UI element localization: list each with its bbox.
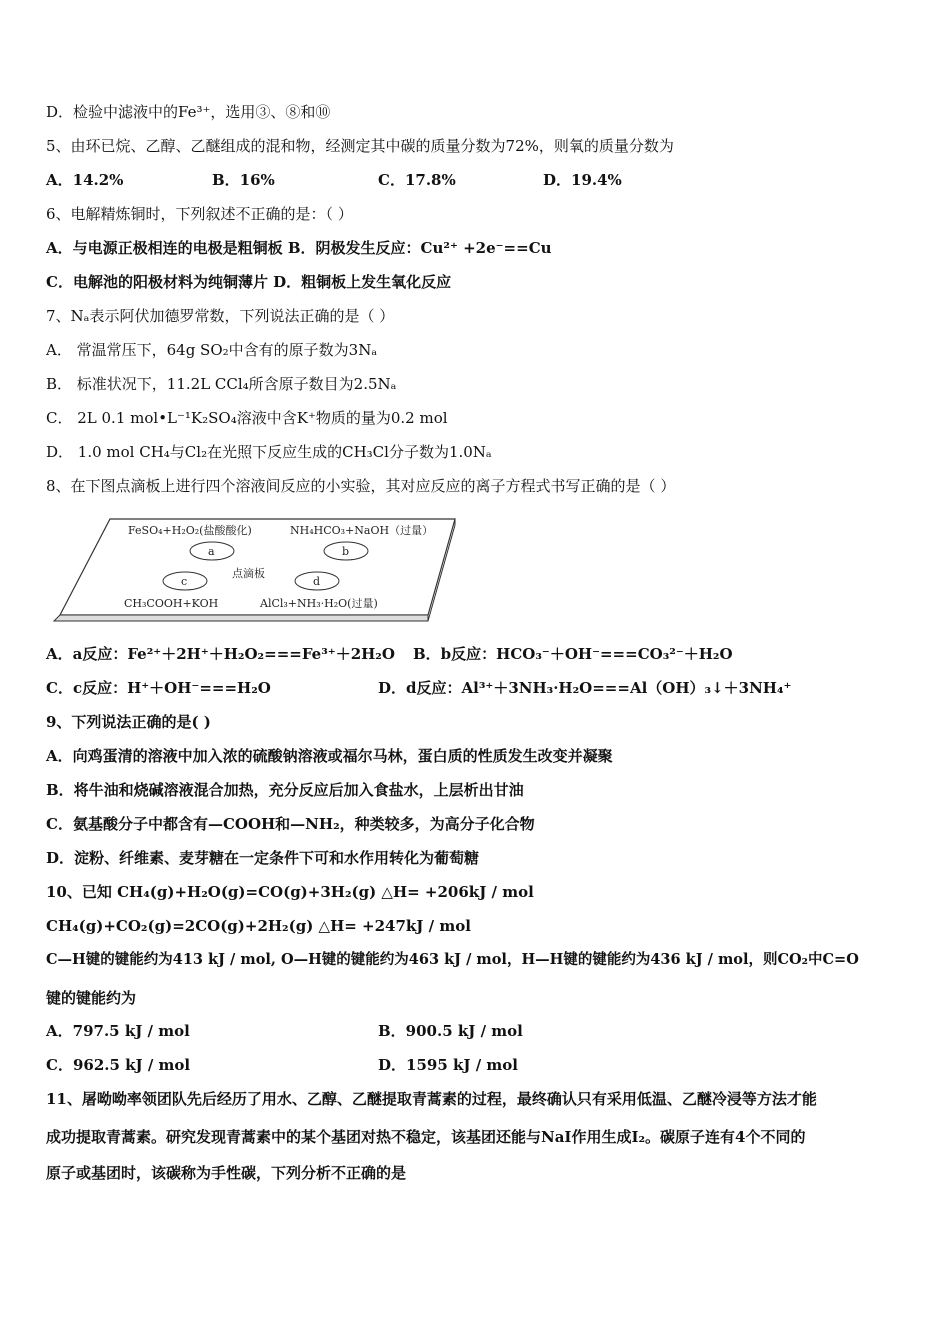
q9-option-d: D．淀粉、纤维素、麦芽糖在一定条件下可和水作用转化为葡萄糖 xyxy=(46,849,480,867)
question-10-eq2: CH₄(g)+CO₂(g)=2CO(g)+2H₂(g) △H= +247kJ / mol xyxy=(46,917,471,935)
q5-option-a: A．14.2% xyxy=(46,171,124,189)
q10-option-a: A．797.5 kJ / mol xyxy=(46,1022,190,1040)
label-top-right: NH₄HCO₃+NaOH（过量） xyxy=(290,524,434,537)
q7-option-a: A． 常温常压下，64g SO₂中含有的原子数为3Nₐ xyxy=(46,341,378,359)
question-6: 6、电解精炼铜时，下列叙述不正确的是：（ ） xyxy=(46,205,353,223)
question-11-line1: 11、屠呦呦率领团队先后经历了用水、乙醇、乙醚提取青蒿素的过程，最终确认只有采用低温、乙醚冷浸等方法才能 xyxy=(46,1090,817,1108)
q6-options-ab: A．与电源正极相连的电极是粗铜板 B．阴极发生反应：Cu²⁺ +2e⁻==Cu xyxy=(46,239,552,257)
plate-edge xyxy=(54,615,428,621)
question-10-text: C—H键的键能约为413 kJ / mol, O—H键的键能约为463 kJ / mol，H—H键的键能约为436 kJ / mol，则CO₂中C=O xyxy=(46,951,859,968)
question-8: 8、在下图点滴板上进行四个溶液间反应的小实验，其对应反应的离子方程式书写正确的是（ ） xyxy=(46,477,676,495)
q10-option-d: D．1595 kJ / mol xyxy=(378,1056,518,1074)
well-c-label: c xyxy=(181,575,188,588)
question-10: 10、已知 CH₄(g)+H₂O(g)=CO(g)+3H₂(g) △H= +206kJ / mol xyxy=(46,883,534,901)
q7-option-b: B． 标准状况下，11.2L CCl₄所含原子数目为2.5Nₐ xyxy=(46,375,397,393)
q10-option-b: B．900.5 kJ / mol xyxy=(378,1022,523,1040)
well-a-label: a xyxy=(208,545,215,558)
question-11-line3: 原子或基团时，该碳称为手性碳，下列分析不正确的是 xyxy=(46,1164,407,1182)
q10-option-c: C．962.5 kJ / mol xyxy=(46,1056,191,1074)
question-11-line2: 成功提取青蒿素。研究发现青蒿素中的某个基团对热不稳定，该基团还能与NaI作用生成I₂。碳原子连有4个不同的 xyxy=(46,1128,806,1146)
q8-option-b: B．b反应：HCO₃⁻＋OH⁻===CO₃²⁻＋H₂O xyxy=(413,645,733,663)
question-5: 5、由环已烷、乙醇、乙醚组成的混和物，经测定其中碳的质量分数为72%，则氧的质量分数为 xyxy=(46,137,674,155)
label-bottom-left: CH₃COOH+KOH xyxy=(124,597,219,610)
q8-option-d: D．d反应：Al³⁺＋3NH₃·H₂O===Al（OH）₃↓＋3NH₄⁺ xyxy=(378,679,792,697)
q8-option-a: A．a反应：Fe²⁺＋2H⁺＋H₂O₂===Fe³⁺＋2H₂O xyxy=(46,645,395,663)
question-9: 9、下列说法正确的是( ) xyxy=(46,713,211,731)
q5-option-d: D．19.4% xyxy=(543,171,622,189)
label-bottom-right: AlCl₃+NH₃·H₂O(过量) xyxy=(260,597,378,610)
question-7: 7、Nₐ表示阿伏加德罗常数，下列说法正确的是（ ） xyxy=(46,307,395,325)
question-10-text-cont: 键的键能约为 xyxy=(46,989,137,1007)
q8-option-c: C．c反应：H⁺＋OH⁻===H₂O xyxy=(46,679,271,697)
well-b-label: b xyxy=(342,545,350,558)
label-plate: 点滴板 xyxy=(232,567,265,580)
q5-option-b: B．16% xyxy=(212,171,275,189)
label-top-left: FeSO₄+H₂O₂(盐酸酸化) xyxy=(128,524,252,537)
q9-option-a: A．向鸡蛋清的溶液中加入浓的硫酸钠溶液或福尔马林，蛋白质的性质发生改变并凝聚 xyxy=(46,747,613,765)
spot-plate-diagram xyxy=(50,515,470,625)
q9-option-b: B．将牛油和烧碱溶液混合加热，充分反应后加入食盐水，上层析出甘油 xyxy=(46,781,524,799)
q4-option-d: D．检验中滤液中的Fe³⁺，选用③、⑧和⑩ xyxy=(46,103,331,121)
q9-option-c: C．氨基酸分子中都含有—COOH和—NH₂，种类较多，为高分子化合物 xyxy=(46,815,535,833)
q5-option-c: C．17.8% xyxy=(378,171,456,189)
q6-options-cd: C．电解池的阳极材料为纯铜薄片 D．粗铜板上发生氧化反应 xyxy=(46,273,452,291)
q7-option-c: C． 2L 0.1 mol•L⁻¹K₂SO₄溶液中含K⁺物质的量为0.2 mol xyxy=(46,409,448,427)
well-d-label: d xyxy=(313,575,321,588)
q7-option-d: D． 1.0 mol CH₄与Cl₂在光照下反应生成的CH₃Cl分子数为1.0Nₐ xyxy=(46,443,492,461)
